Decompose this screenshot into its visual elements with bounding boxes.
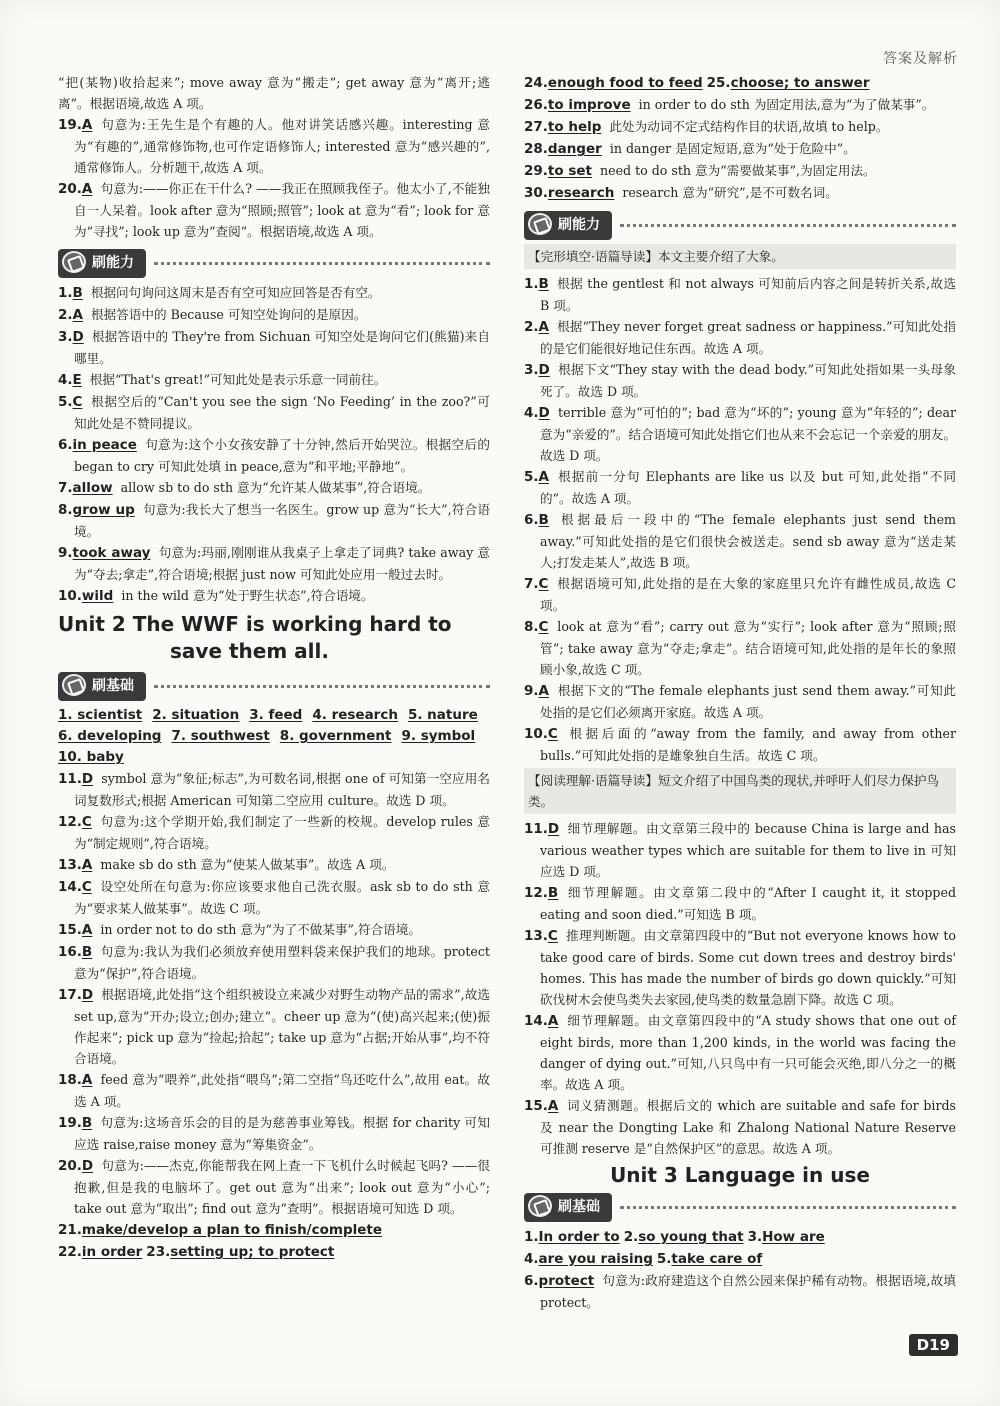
item-answer: A bbox=[81, 922, 93, 938]
answer-item bbox=[58, 114, 490, 178]
answer-item bbox=[524, 273, 956, 316]
item-number: 14. bbox=[524, 1013, 548, 1029]
section-bar bbox=[58, 248, 490, 278]
word-answer: 1. scientist bbox=[58, 707, 143, 723]
answer-item bbox=[524, 160, 956, 182]
pencil-icon bbox=[528, 1195, 552, 1217]
item-explanation: in order not to do sth 意为“为了不做某事”,符合语境。 bbox=[100, 922, 421, 937]
answer-list bbox=[524, 1226, 956, 1270]
item-answer: enough food to feed bbox=[547, 75, 703, 91]
item-number: 3. bbox=[524, 362, 539, 378]
dotted-divider bbox=[620, 1206, 956, 1209]
dotted-divider bbox=[154, 262, 490, 265]
item-number: 27. bbox=[524, 119, 548, 135]
item-explanation: 句意为:这场音乐会的目的是为慈善事业筹钱。根据 for charity 可知应选 raise,raise money 意为“筹集资金”。 bbox=[74, 1115, 490, 1152]
item-answer: choose; to answer bbox=[730, 75, 870, 91]
item-explanation: in the wild 意为“处于野生状态”,符合语境。 bbox=[121, 588, 374, 603]
item-explanation: make sb do sth 意为“使某人做某事”。故选 A 项。 bbox=[100, 857, 395, 872]
answer-item bbox=[58, 1241, 490, 1263]
item-number: 11. bbox=[524, 821, 548, 837]
answer-item bbox=[58, 282, 490, 304]
item-explanation: allow sb to do sth 意为“允许某人做某事”,符合语境。 bbox=[120, 480, 431, 495]
item-number: 13. bbox=[58, 857, 82, 873]
answer-item bbox=[58, 477, 490, 499]
item-explanation: 句意为:玛丽,刚刚谁从我桌子上拿走了词典? take away 意为“夺去;拿走”,符合语境;根据 just now 可知此处应用一般过去时。 bbox=[74, 545, 490, 582]
item-explanation: 根据前一分句 Elephants are like us 以及 but 可知,此处指“不同的”。故选 A 项。 bbox=[540, 469, 956, 506]
item-answer: setting up; to protect bbox=[170, 1244, 335, 1260]
answer-list bbox=[58, 282, 490, 607]
answer-item bbox=[524, 573, 956, 616]
item-answer: In order to bbox=[538, 1229, 620, 1245]
item-explanation: 根据语境可知,此处指的是在大象的家庭里只允许有雌性成员,故选 C 项。 bbox=[540, 576, 956, 613]
section-header-tag: 答案及解析 bbox=[883, 51, 958, 67]
item-explanation: 句意为:我认为我们必须放弃使用塑料袋来保护我们的地球。protect 意为“保护”,符合语境。 bbox=[74, 944, 490, 981]
answer-item bbox=[524, 94, 956, 116]
item-answer: in peace bbox=[72, 437, 137, 453]
item-number: 6. bbox=[58, 437, 73, 453]
item-explanation: 根据答语中的 They're from Sichuan 可知空处是询问它们(熊猫)来自哪里。 bbox=[74, 329, 490, 366]
answer-item bbox=[524, 116, 956, 138]
pencil-icon bbox=[62, 674, 86, 696]
item-answer: to set bbox=[547, 163, 592, 179]
item-explanation: 细节理解题。由文章第四段中的“A study shows that one out of eight birds, more than 1,200 kinds, in the world was facing the danger of dying out.”可知,八只鸟中有一只可能会灭绝,即八分之一的概率。故选 A 项。 bbox=[540, 1013, 956, 1092]
item-number: 4. bbox=[524, 405, 539, 421]
answer-item bbox=[58, 585, 490, 607]
item-answer: C bbox=[72, 394, 83, 410]
item-explanation: 根据下文“They stay with the dead body.”可知此处指如果一头母象死了。故选 D 项。 bbox=[540, 362, 956, 399]
answer-item bbox=[524, 1095, 956, 1159]
item-explanation: 句意为:王先生是个有趣的人。他对讲笑话感兴趣。interesting 意为“有趣的”,通常修饰物,也可作定语修饰人; interested 意为“感兴趣的”,通常修饰人。分析题干,故选 A 项。 bbox=[74, 117, 490, 175]
answer-item bbox=[58, 178, 490, 242]
item-number: 15. bbox=[58, 922, 82, 938]
item-number: 2. bbox=[524, 319, 539, 335]
answer-item bbox=[58, 499, 490, 542]
item-number: 7. bbox=[524, 576, 539, 592]
item-number: 12. bbox=[58, 814, 82, 830]
item-number: 2. bbox=[58, 307, 73, 323]
answer-item bbox=[524, 1248, 956, 1270]
item-answer: research bbox=[547, 185, 615, 201]
item-number: 9. bbox=[524, 683, 539, 699]
item-explanation: 词义猜测题。根据后文的 which are suitable and safe for birds 及 near the Dongting Lake 和 Zhalong National Nature Reserve 可推测 reserve 是“自然保护区”的意思。故选 A 项。 bbox=[540, 1098, 956, 1156]
answer-item bbox=[58, 391, 490, 434]
section-bar bbox=[58, 671, 490, 701]
item-answer: are you raising bbox=[538, 1251, 653, 1267]
answer-item bbox=[524, 138, 956, 160]
item-explanation: look at 意为“看”; carry out 意为“实行”; look after 意为“照顾;照管”; take away 意为“夺走;拿走”。结合语境可知,此处指的是年长的象照顾小象,故选 C 项。 bbox=[540, 619, 956, 677]
item-explanation: 细节理解题。由文章第三段中的 because China is large and has various weather types which are suitable for them to live in 可知应选 D 项。 bbox=[540, 821, 956, 879]
item-answer: danger bbox=[547, 141, 602, 157]
item-number: 11. bbox=[58, 771, 82, 787]
item-answer: A bbox=[538, 469, 549, 485]
dotted-divider bbox=[154, 685, 490, 688]
item-number: 8. bbox=[58, 502, 73, 518]
item-answer: B bbox=[72, 285, 83, 301]
item-explanation: in danger 是固定短语,意为“处于危险中”。 bbox=[609, 141, 856, 156]
item-answer: B bbox=[81, 1115, 93, 1131]
item-answer: C bbox=[81, 814, 92, 830]
cloze-intro bbox=[524, 244, 956, 269]
page-number: D19 bbox=[909, 1334, 958, 1356]
item-answer: D bbox=[81, 1158, 94, 1174]
item-explanation: 句意为:这个学期开始,我们制定了一些新的校规。develop rules 意为“制定规则”,符合语境。 bbox=[74, 814, 490, 851]
item-answer: D bbox=[538, 362, 550, 378]
item-number: 5. bbox=[58, 394, 73, 410]
section-badge bbox=[58, 249, 146, 278]
item-answer: A bbox=[81, 857, 93, 873]
item-answer: A bbox=[547, 1098, 559, 1114]
answer-item bbox=[524, 402, 956, 466]
unit-title bbox=[58, 611, 490, 665]
item-explanation: 细节理解题。由文章第二段中的“After I caught it, it stopped eating and soon died.”可知选 B 项。 bbox=[540, 885, 956, 922]
item-explanation: in order to do sth 为固定用法,意为“为了做某事”。 bbox=[638, 97, 935, 112]
item-number: 26. bbox=[524, 97, 548, 113]
item-number: 6. bbox=[524, 1273, 539, 1289]
answer-item bbox=[524, 680, 956, 723]
item-number: 10. bbox=[58, 588, 82, 604]
unit-title: Unit 3 Language in use bbox=[610, 1163, 870, 1187]
item-explanation: 句意为:我长大了想当一名医生。grow up 意为“长大”,符合语境。 bbox=[74, 502, 490, 539]
item-number: 1. bbox=[524, 276, 539, 292]
word-answer: 5. nature bbox=[407, 707, 478, 723]
reading-intro-label: 【阅读理解·语篇导读】 bbox=[528, 773, 658, 788]
item-explanation: 根据后面的“away from the family, and away from other bulls.”可知此处指的是雄象独自生活。故选 C 项。 bbox=[540, 726, 956, 763]
item-answer: B bbox=[547, 885, 559, 901]
item-answer: A bbox=[72, 307, 83, 323]
item-explanation: feed 意为“喂养”,此处指“喂鸟”;第二空指“鸟还吃什么”,故用 eat。故选 A 项。 bbox=[74, 1072, 490, 1109]
pencil-icon bbox=[62, 251, 86, 273]
answer-item bbox=[58, 1112, 490, 1155]
word-answer: 3. feed bbox=[249, 707, 303, 723]
word-answer-row bbox=[58, 726, 490, 747]
reading-intro bbox=[524, 768, 956, 814]
answer-item bbox=[58, 941, 490, 984]
item-number: 9. bbox=[58, 545, 73, 561]
item-number: 17. bbox=[58, 987, 82, 1003]
item-number: 13. bbox=[524, 928, 548, 944]
section-badge bbox=[524, 211, 612, 240]
right-column bbox=[524, 72, 956, 1313]
answer-list bbox=[524, 1270, 956, 1313]
item-explanation: 根据“That's great!”可知此处是表示乐意一同前往。 bbox=[89, 372, 387, 387]
item-answer: A bbox=[538, 683, 549, 699]
answer-item bbox=[58, 1069, 490, 1112]
item-answer: C bbox=[81, 879, 92, 895]
answer-item bbox=[524, 1010, 956, 1095]
answer-list bbox=[524, 72, 956, 204]
item-number: 4. bbox=[524, 1251, 539, 1267]
answer-item bbox=[58, 1155, 490, 1219]
answer-item bbox=[58, 876, 490, 919]
item-explanation: need to do sth 意为“需要做某事”,为固定用法。 bbox=[600, 163, 876, 178]
item-answer: grow up bbox=[72, 502, 135, 518]
answer-item bbox=[524, 1226, 956, 1248]
answer-item bbox=[524, 182, 956, 204]
item-number: 4. bbox=[58, 372, 73, 388]
item-answer: B bbox=[81, 944, 93, 960]
word-answer: 7. southwest bbox=[171, 728, 270, 744]
item-explanation: 根据最后一段中的“The female elephants just send them away.”可知此处指的是它们很快会被送走。send sb away 意为“送走某人;打发走某人”,故选 B 项。 bbox=[540, 512, 956, 570]
word-answer: 4. research bbox=[312, 707, 398, 723]
item-explanation: 根据 the gentlest 和 not always 可知前后内容之间是转折关系,故选 B 项。 bbox=[540, 276, 956, 313]
answer-item bbox=[524, 882, 956, 925]
item-number: 30. bbox=[524, 185, 548, 201]
section-label: 刷基础 bbox=[92, 677, 134, 694]
answer-item bbox=[58, 854, 490, 876]
word-answer-row bbox=[58, 747, 490, 768]
item-number: 20. bbox=[58, 181, 82, 197]
item-number: 3. bbox=[747, 1229, 763, 1245]
item-number: 15. bbox=[524, 1098, 548, 1114]
item-explanation: 句意为:——你正在干什么? ——我正在照顾我侄子。他太小了,不能独自一人呆着。look after 意为“照顾;照管”; look at 意为“看”; look for 意为“寻找”; look up 意为“查阅”。根据语境,故选 A 项。 bbox=[74, 181, 490, 239]
item-number: 8. bbox=[524, 619, 539, 635]
item-answer: C bbox=[538, 576, 549, 592]
answer-item bbox=[58, 811, 490, 854]
item-answer: make/develop a plan to finish/complete bbox=[81, 1222, 383, 1238]
section-bar bbox=[524, 1192, 956, 1222]
item-answer: in order bbox=[81, 1244, 143, 1260]
answer-item bbox=[524, 818, 956, 882]
answer-item bbox=[58, 326, 490, 369]
answer-item bbox=[58, 919, 490, 941]
answer-item bbox=[58, 434, 490, 477]
item-number: 14. bbox=[58, 879, 82, 895]
answer-item bbox=[58, 542, 490, 585]
item-number: 19. bbox=[58, 1115, 82, 1131]
unit-title-line: save them all. bbox=[170, 639, 329, 663]
item-explanation: 根据语境,此处指“这个组织被设立来减少对野生动物产品的需求”,故选 set up,意为“开办;设立;创办;建立”。cheer up 意为“(使)高兴起来;(使)振作起来”; pick up 意为“捡起;拾起”; take up 意为“占据;开始从事”,均不符合语境。 bbox=[74, 987, 490, 1066]
answer-item bbox=[58, 984, 490, 1069]
answer-item bbox=[524, 723, 956, 766]
item-answer: C bbox=[547, 726, 558, 742]
section-label: 刷能力 bbox=[558, 216, 600, 233]
cloze-intro-label: 【完形填空·语篇导读】 bbox=[528, 249, 658, 264]
answer-item bbox=[58, 1219, 490, 1241]
word-answer: 6. developing bbox=[58, 728, 162, 744]
left-continuation-text: “把(某物)收拾起来”; move away 意为“搬走”; get away 意为“离开;逃离”。根据语境,故选 A 项。 bbox=[58, 75, 490, 111]
section-badge bbox=[524, 1193, 612, 1222]
item-number: 28. bbox=[524, 141, 548, 157]
answer-item bbox=[524, 925, 956, 1010]
item-number: 6. bbox=[524, 512, 539, 528]
answer-list bbox=[524, 273, 956, 766]
item-number: 7. bbox=[58, 480, 73, 496]
unit-title-line: Unit 2 The WWF is working hard to bbox=[58, 612, 452, 636]
item-number: 21. bbox=[58, 1222, 82, 1238]
item-number: 24. bbox=[524, 75, 548, 91]
item-answer: How are bbox=[762, 1229, 825, 1245]
item-answer: E bbox=[72, 372, 82, 388]
item-answer: A bbox=[81, 117, 93, 133]
answer-item bbox=[58, 768, 490, 811]
answer-item bbox=[524, 72, 956, 94]
item-number: 5. bbox=[656, 1251, 672, 1267]
word-answer: 9. symbol bbox=[401, 728, 476, 744]
item-number: 2. bbox=[623, 1229, 639, 1245]
item-explanation: terrible 意为“可怕的”; bad 意为“坏的”; young 意为“年轻的”; dear 意为“亲爱的”。结合语境可知此处指它们也从来不会忘记一个亲爱的朋友。故选 D 项。 bbox=[540, 405, 956, 463]
item-number: 29. bbox=[524, 163, 548, 179]
item-explanation: 推理判断题。由文章第四段中的“But not everyone knows how to take good care of birds. Some cut down trees and destroy birds' homes. This has made the number of birds go down quickly.”可知砍伐树木会使鸟类失去家园,使鸟类的数量急剧下降。故选 C 项。 bbox=[540, 928, 956, 1007]
answer-item bbox=[58, 304, 490, 326]
answer-item bbox=[524, 509, 956, 573]
item-explanation: 句意为:——杰克,你能帮我在网上查一下飞机什么时候起飞吗? ——很抱歉,但是我的电脑坏了。get out 意为“出来”; look out 意为“小心”; take out 意为“取出”; find out 意为“查明”。根据语境可知选 D 项。 bbox=[74, 1158, 490, 1216]
item-explanation: 句意为:政府建造这个自然公园来保护稀有动物。根据语境,故填 protect。 bbox=[540, 1273, 956, 1310]
item-number: 10. bbox=[524, 726, 548, 742]
item-explanation: 根据下文的“The female elephants just send them away.”可知此处指的是它们必须离开家庭。故选 A 项。 bbox=[540, 683, 956, 720]
word-answer: 2. situation bbox=[152, 707, 240, 723]
answer-item bbox=[524, 616, 956, 680]
item-answer: D bbox=[81, 771, 94, 787]
item-number: 3. bbox=[58, 329, 73, 345]
item-answer: A bbox=[81, 1072, 93, 1088]
item-answer: B bbox=[538, 512, 549, 528]
item-explanation: 根据“They never forget great sadness or happiness.”可知此处指的是它们能很好地记住东西。故选 A 项。 bbox=[540, 319, 956, 356]
item-explanation: 设空处所在句意为:你应该要求他自己洗衣服。ask sb to do sth 意为“要求某人做某事”。故选 C 项。 bbox=[74, 879, 490, 916]
dotted-divider bbox=[620, 224, 956, 227]
item-number: 25. bbox=[706, 75, 731, 91]
reading-intro-text: 短文介绍了中国鸟类的现状,并呼吁人们尽力保护鸟类。 bbox=[528, 773, 940, 809]
item-number: 16. bbox=[58, 944, 82, 960]
item-answer: wild bbox=[81, 588, 114, 604]
answer-item bbox=[58, 369, 490, 391]
answer-list bbox=[58, 114, 490, 242]
answer-item bbox=[524, 359, 956, 402]
item-number: 22. bbox=[58, 1244, 82, 1260]
item-number: 18. bbox=[58, 1072, 82, 1088]
section-label: 刷能力 bbox=[92, 254, 134, 271]
word-answer: 10. baby bbox=[58, 749, 124, 765]
item-number: 1. bbox=[524, 1229, 539, 1245]
cloze-intro-text: 本文主要介绍了大象。 bbox=[657, 249, 784, 264]
item-answer: D bbox=[547, 821, 560, 837]
item-number: 12. bbox=[524, 885, 548, 901]
item-number: 19. bbox=[58, 117, 82, 133]
answer-list bbox=[58, 1219, 490, 1263]
item-explanation: 句意为:这个小女孩安静了十分钟,然后开始哭泣。根据空后的 began to cry 可知此处填 in peace,意为“和平地;平静地”。 bbox=[74, 437, 490, 474]
left-column bbox=[58, 72, 490, 1263]
word-answer: 8. government bbox=[279, 728, 392, 744]
item-explanation: research 意为“研究”,是不可数名词。 bbox=[622, 185, 838, 200]
answer-item bbox=[524, 466, 956, 509]
word-answer-row bbox=[58, 705, 490, 726]
item-number: 5. bbox=[524, 469, 539, 485]
item-answer: D bbox=[81, 987, 94, 1003]
item-explanation: symbol 意为“象征;标志”,为可数名词,根据 one of 可知第一空应用名词复数形式;根据 American 可知第二空应用 culture。故选 D 项。 bbox=[74, 771, 490, 808]
item-answer: A bbox=[538, 319, 549, 335]
item-number: 20. bbox=[58, 1158, 82, 1174]
item-explanation: 根据空后的“Can't you see the sign ‘No Feeding’ in the zoo?”可知此处是不赞同提议。 bbox=[74, 394, 490, 431]
item-answer: A bbox=[547, 1013, 559, 1029]
section-bar bbox=[524, 210, 956, 240]
item-answer: so young that bbox=[638, 1229, 744, 1245]
item-answer: take care of bbox=[671, 1251, 763, 1267]
item-answer: took away bbox=[72, 545, 151, 561]
item-answer: D bbox=[72, 329, 84, 345]
item-answer: protect bbox=[538, 1273, 595, 1289]
answer-item bbox=[524, 1270, 956, 1313]
item-answer: A bbox=[81, 181, 93, 197]
item-answer: B bbox=[538, 276, 549, 292]
section-label: 刷基础 bbox=[558, 1198, 600, 1215]
item-explanation: 此处为动词不定式结构作目的状语,故填 to help。 bbox=[609, 119, 889, 134]
item-answer: to help bbox=[547, 119, 602, 135]
section-badge bbox=[58, 672, 146, 701]
answer-list bbox=[58, 768, 490, 1219]
item-explanation: 根据答语中的 Because 可知空处询问的是原因。 bbox=[91, 307, 367, 322]
item-answer: C bbox=[538, 619, 549, 635]
item-number: 23. bbox=[146, 1244, 171, 1260]
item-answer: C bbox=[547, 928, 558, 944]
item-number: 1. bbox=[58, 285, 73, 301]
item-explanation: 根据问句询问这周末是否有空可知应回答是否有空。 bbox=[90, 285, 381, 300]
item-answer: to improve bbox=[547, 97, 631, 113]
pencil-icon bbox=[528, 213, 552, 235]
answer-item bbox=[524, 316, 956, 359]
item-answer: allow bbox=[72, 480, 113, 496]
item-answer: D bbox=[538, 405, 550, 421]
answer-list bbox=[524, 818, 956, 1159]
